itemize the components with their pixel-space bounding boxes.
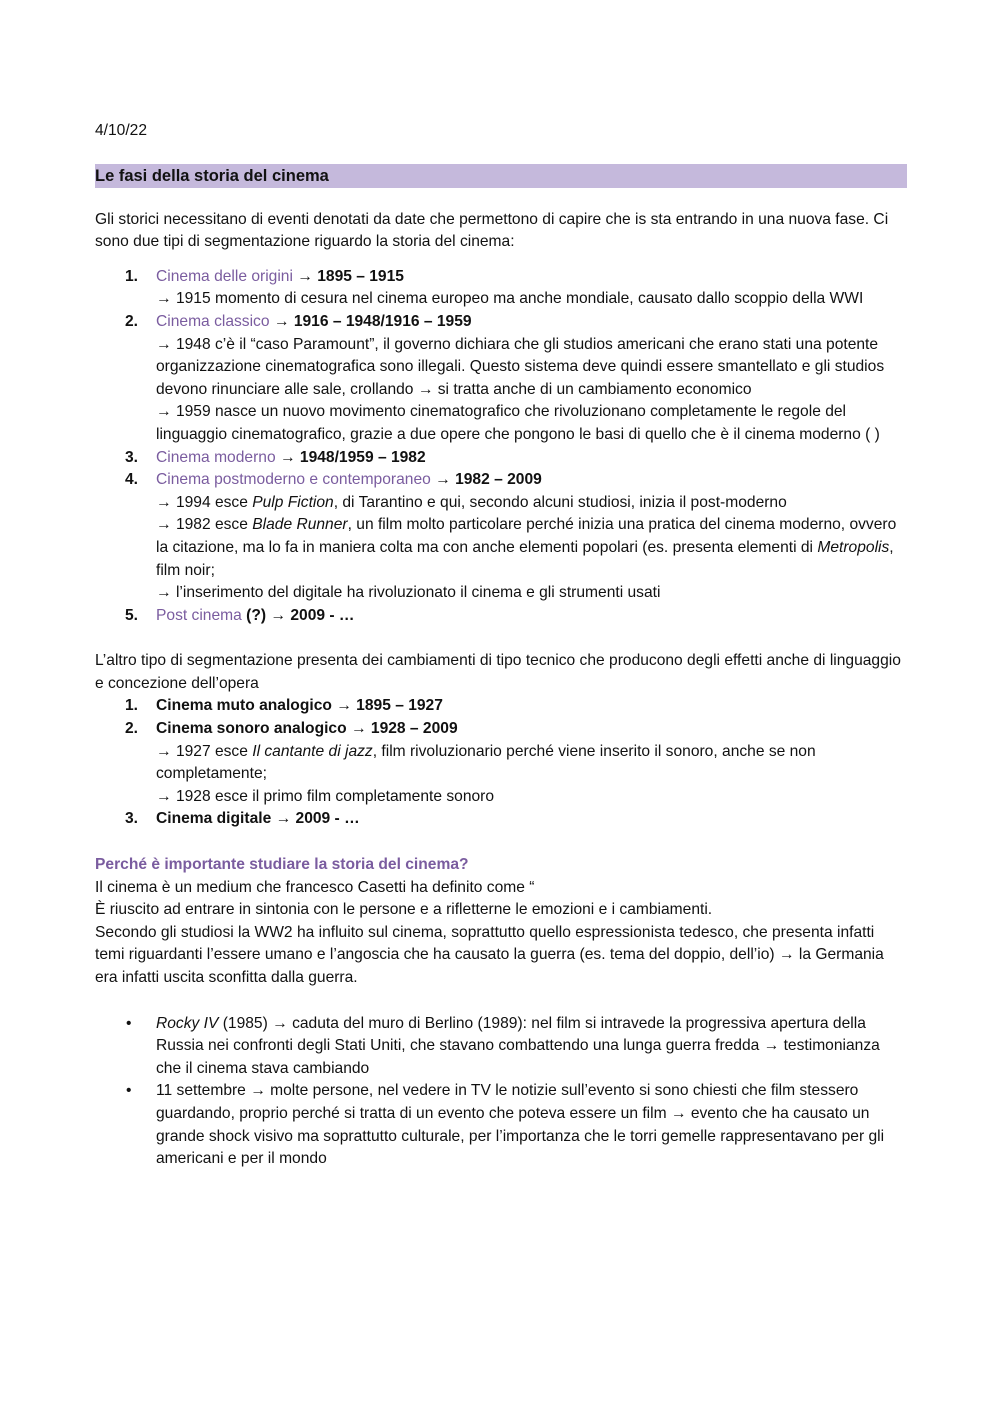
arrow-icon: → [670, 1104, 687, 1122]
list-note: → 1982 esce Blade Runner, un film molto particolare perché inizia una pratica del cinema moderno, ovvero la citazione, ma lo fa in maniera colta ma con anche elementi popolari (es. presenta elementi di Metropolis, film noir; [156, 516, 897, 579]
list-item: 3. Cinema moderno → 1948/1959 – 1982 [125, 448, 426, 466]
list-item: 1. Cinema muto analogico → 1895 – 1927 [125, 697, 443, 715]
list-item: 3. Cinema digitale → 2009 - … [125, 810, 360, 828]
list-item: 2. Cinema sonoro analogico → 1928 – 2009 → 1927 esce Il cantante di jazz, film rivoluzionario perché viene inserito il sonoro, anche se non completamente; → 1928 esce il primo film completamente sonoro [95, 718, 907, 808]
list-item: • 11 settembre → molte persone, nel vedere in TV le notizie sull’evento si sono chiesti che film stessero guardando, proprio perché si tratta di un evento che poteva essere un film → evento che ha causato un grande shock visivo ma soprattutto culturale, per l’importanza che le torri gemelle rappresentavano per gli americani e per il mondo [126, 1082, 885, 1168]
arrow-icon: → [156, 290, 172, 308]
list-item: 5. Post cinema (?) → 2009 - … [125, 606, 355, 624]
list-note: → 1928 esce il primo film completamente sonoro [156, 787, 495, 805]
period-title: Cinema classico [156, 312, 270, 330]
period-title: Cinema digitale [156, 810, 272, 828]
intro-paragraph: Gli storici necessitano di eventi denotati da date che permettono di capire che is sta entrando in una nuova fase. Ci sono due tipi di segmentazione riguardo la storia del cinema: [95, 210, 889, 251]
period-title: Cinema muto analogico [156, 697, 332, 715]
arrow-icon: → [417, 380, 434, 398]
arrow-icon: → [763, 1037, 780, 1055]
arrow-icon: → [156, 787, 172, 805]
arrow-icon: → [297, 267, 313, 285]
list-item: • Rocky IV (1985) → caduta del muro di Berlino (1989): nel film si intravede la progressiva apertura della Russia nei confronti degli Stati Uniti, che stavano combattendo una lunga guerra fredda → testimonianza che il cinema stava cambiando [126, 1014, 880, 1077]
arrow-icon: → [778, 946, 795, 964]
section-heading: Le fasi della storia del cinema [95, 164, 907, 188]
period-title: Cinema postmoderno e contemporaneo [156, 471, 431, 489]
arrow-icon: → [270, 606, 287, 624]
paragraph: Il cinema è un medium che francesco Casetti ha definito come “ [95, 878, 535, 896]
paragraph: È riuscito ad entrare in sintonia con le persone e a rifletterne le emozioni e i cambiamenti. [95, 901, 713, 919]
period-range: 1916 – 1948/1916 – 1959 [293, 312, 472, 330]
list-note: → 1959 nasce un nuovo movimento cinematografico che rivoluzionano completamente le regole del linguaggio cinematografico, grazie a due opere che pongono le basi di quello che è il cinema moderno ( ) [156, 403, 880, 443]
arrow-icon: → [156, 742, 172, 760]
period-title: Cinema moderno [156, 448, 276, 466]
arrow-icon: → [273, 312, 290, 330]
arrow-icon: → [156, 584, 172, 602]
bullet-list [95, 1013, 907, 1171]
arrow-icon: → [279, 448, 296, 466]
paragraph: Secondo gli studiosi la WW2 ha influito sul cinema, soprattutto quello espressionista tedesco, che presenta infatti temi riguardanti l’essere umano e l’angoscia che ha causato la guerra (es. tema del doppio, dell’io) → la Germania era infatti uscita sconfitta dalla guerra. [95, 923, 884, 986]
period-range: 1895 – 1915 [317, 267, 404, 285]
list-item: 1. Cinema delle origini → 1895 – 1915 → 1915 momento di cesura nel cinema europeo ma anche mondiale, causato dallo scoppio della WWI [95, 266, 907, 311]
arrow-icon: → [336, 697, 352, 715]
list-note: → 1915 momento di cesura nel cinema europeo ma anche mondiale, causato dallo scoppio della WWI [156, 290, 864, 308]
period-range: 1928 – 2009 [370, 720, 458, 738]
list-note: → 1948 c’è il “caso Paramount”, il governo dichiara che gli studios americani che erano stati una potente organizzazione cinematografica sono illegali. Questo sistema deve quindi essere smantellato e gli studios devono rinunciare alle sale, crollando → si tratta anche di un cambiamento economico [156, 335, 885, 398]
period-title: Post cinema [156, 606, 242, 624]
arrow-icon: → [272, 1014, 288, 1032]
list-note: → 1927 esce Il cantante di jazz, film rivoluzionario perché viene inserito il sonoro, anche se non completamente; [156, 742, 816, 783]
list-item: 4. Cinema postmoderno e contemporaneo → 1982 – 2009 → 1994 esce Pulp Fiction, di Tarantino e qui, secondo alcuni studiosi, inizia il post-moderno → 1982 esce Blade Runner, un film molto particolare perché inizia una pratica del cinema moderno, ovvero la citazione, ma lo fa in maniera colta ma con anche elementi popolari (es. presenta elementi di Metropolis, film noir; → l’inserimento del digitale ha rivoluzionato il cinema e gli strumenti usati [95, 469, 907, 605]
second-intro-paragraph: L’altro tipo di segmentazione presenta dei cambiamenti di tipo tecnico che producono degli effetti anche di linguaggio e concezione dell’opera [95, 652, 901, 692]
bullet-icon: • [126, 1014, 132, 1032]
technical-periods-list [95, 695, 907, 831]
period-range: 1982 – 2009 [455, 471, 542, 489]
date: 4/10/22 [95, 122, 148, 139]
document-page [95, 120, 907, 1171]
arrow-icon: → [156, 493, 172, 511]
arrow-icon: → [156, 403, 172, 421]
arrow-icon: → [275, 810, 292, 828]
period-range: 1895 – 1927 [356, 697, 443, 715]
arrow-icon: → [435, 471, 451, 489]
subsection-title: Perché è importante studiare la storia del cinema? [95, 856, 469, 874]
arrow-icon: → [250, 1082, 266, 1100]
period-range: 2009 - … [290, 606, 355, 624]
periods-list [95, 266, 907, 628]
period-range: 2009 - … [295, 810, 360, 828]
arrow-icon: → [350, 720, 367, 738]
list-note: → l’inserimento del digitale ha rivoluzionato il cinema e gli strumenti usati [156, 584, 661, 602]
arrow-icon: → [156, 335, 172, 353]
period-range: 1948/1959 – 1982 [299, 448, 426, 466]
period-title: Cinema delle origini [156, 267, 293, 285]
period-title: Cinema sonoro analogico [156, 720, 347, 738]
bullet-icon: • [126, 1082, 132, 1100]
list-note: → 1994 esce Pulp Fiction, di Tarantino e qui, secondo alcuni studiosi, inizia il post-moderno [156, 493, 787, 511]
arrow-icon: → [156, 516, 172, 534]
list-item: 2. Cinema classico → 1916 – 1948/1916 – 1959 → 1948 c’è il “caso Paramount”, il governo dichiara che gli studios americani che erano stati una potente organizzazione cinematografica sono illegali. Questo sistema deve quindi essere smantellato e gli studios devono rinunciare alle sale, crollando → si tratta anche di un cambiamento economico → 1959 nasce un nuovo movimento cinematografico che rivoluzionano completamente le regole del linguaggio cinematografico, grazie a due opere che pongono le basi di quello che è il cinema moderno ( ) [95, 311, 907, 447]
